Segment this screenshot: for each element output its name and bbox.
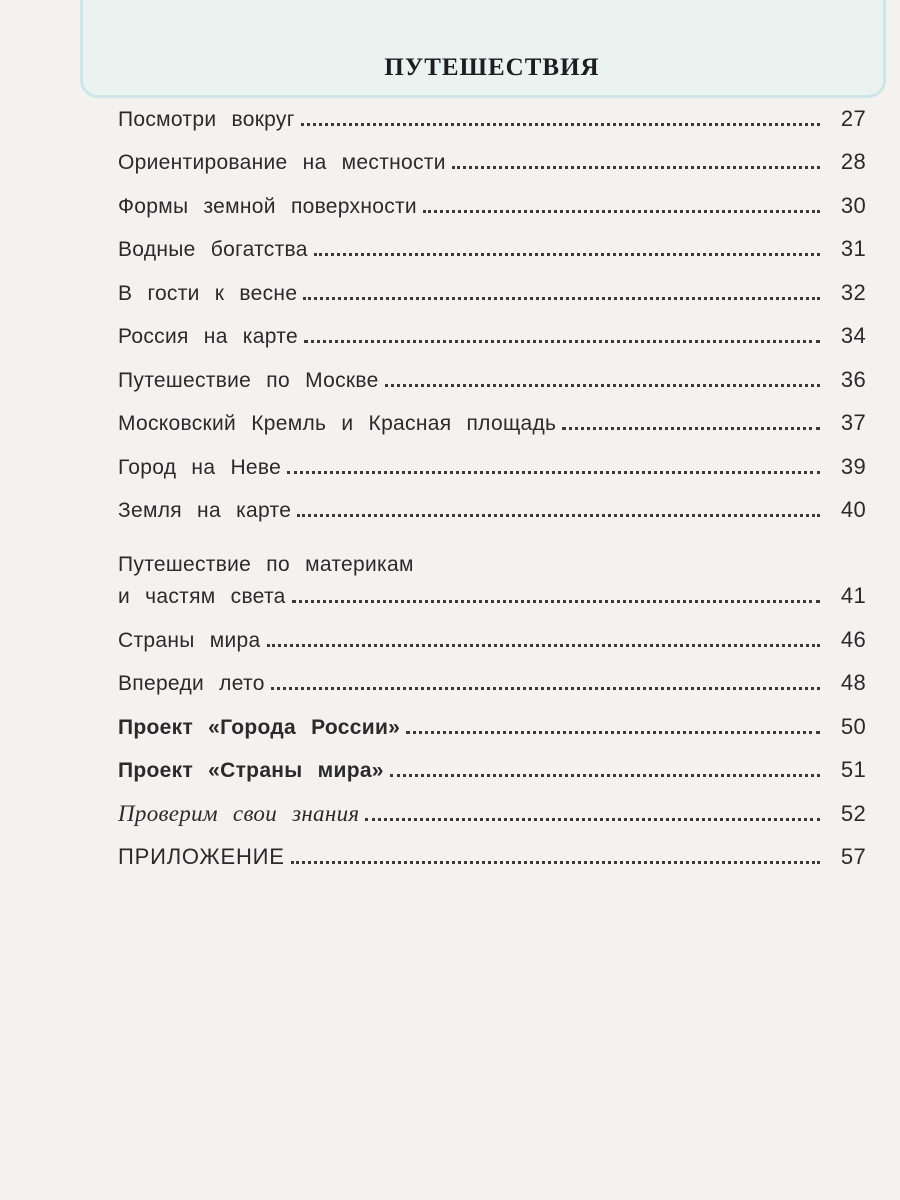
toc-entry — [118, 609, 866, 653]
toc-entry — [118, 132, 866, 176]
page-number: 36 — [840, 366, 866, 392]
table-of-contents — [118, 48, 866, 870]
dot-leader — [297, 514, 820, 517]
page-number: 37 — [840, 410, 866, 435]
toc-entry-project — [118, 696, 866, 740]
toc-entry — [118, 262, 866, 306]
page-number: 31 — [840, 236, 866, 261]
entry-title-line-1: Путешествие по материкам — [118, 553, 414, 576]
section-title: ПУТЕШЕСТВИЯ — [384, 54, 600, 81]
entry-title: Страны мира — [118, 628, 261, 652]
entry-title: Проект «Страны мира» — [118, 759, 384, 782]
entry-title: Город на Неве — [118, 455, 282, 479]
entry-title: Ориентирование на местности — [118, 151, 446, 174]
toc-entry — [118, 219, 866, 263]
page-number: 30 — [840, 192, 866, 218]
toc-entry-appendix — [118, 827, 866, 871]
dot-leader — [301, 123, 820, 126]
entry-title: Путешествие по Москве — [118, 368, 379, 392]
entry-title: ПРИЛОЖЕНИЕ — [118, 844, 285, 869]
toc-entry — [118, 88, 866, 132]
page-number: 41 — [840, 583, 866, 608]
page-number: 34 — [840, 323, 866, 348]
entry-title: Впереди лето — [118, 672, 265, 695]
dot-leader — [365, 818, 820, 821]
entry-title: В гости к весне — [118, 281, 298, 305]
page-number: 28 — [840, 149, 866, 174]
page-number: 32 — [840, 279, 866, 305]
dot-leader — [287, 471, 820, 474]
toc-entry — [118, 653, 866, 697]
dot-leader — [303, 297, 820, 300]
dot-leader — [562, 427, 820, 430]
dot-leader — [267, 644, 821, 647]
dot-leader — [304, 340, 820, 343]
toc-entry — [118, 175, 866, 219]
dot-leader — [390, 774, 820, 777]
toc-entry — [118, 480, 866, 524]
page-number: 39 — [840, 453, 866, 479]
entry-title: Россия на карте — [118, 325, 298, 348]
entry-title: Московский Кремль и Красная площадь — [118, 412, 557, 435]
dot-leader — [314, 253, 820, 256]
dot-leader — [423, 210, 820, 213]
dot-leader — [292, 600, 820, 603]
dot-leader — [385, 384, 820, 387]
toc-entry — [118, 436, 866, 480]
toc-entry — [118, 306, 866, 350]
toc-entry — [118, 393, 866, 437]
toc-entry — [118, 523, 866, 609]
entry-title: Земля на карте — [118, 499, 292, 522]
page-number: 51 — [840, 757, 866, 782]
toc-entry-project — [118, 740, 866, 784]
entry-title-line-2: и частям света — [118, 585, 286, 608]
page-number: 46 — [840, 626, 866, 652]
dot-leader — [406, 731, 820, 734]
dot-leader — [291, 861, 820, 864]
toc-entry — [118, 349, 866, 393]
entry-title: Посмотри вокруг — [118, 107, 295, 131]
entry-title: Водные богатства — [118, 238, 308, 261]
entry-title: Проверим свои знания — [118, 800, 360, 826]
page-number: 27 — [840, 105, 866, 131]
toc-entry-review — [118, 783, 866, 827]
page-number: 40 — [840, 497, 866, 522]
page-number: 57 — [840, 844, 866, 869]
page-number: 50 — [840, 713, 866, 739]
page-number: 52 — [840, 800, 866, 826]
entry-title: Формы земной поверхности — [118, 194, 417, 218]
dot-leader — [271, 687, 820, 690]
dot-leader — [452, 166, 820, 169]
page-number: 48 — [840, 670, 866, 695]
entry-title: Проект «Города России» — [118, 715, 401, 739]
